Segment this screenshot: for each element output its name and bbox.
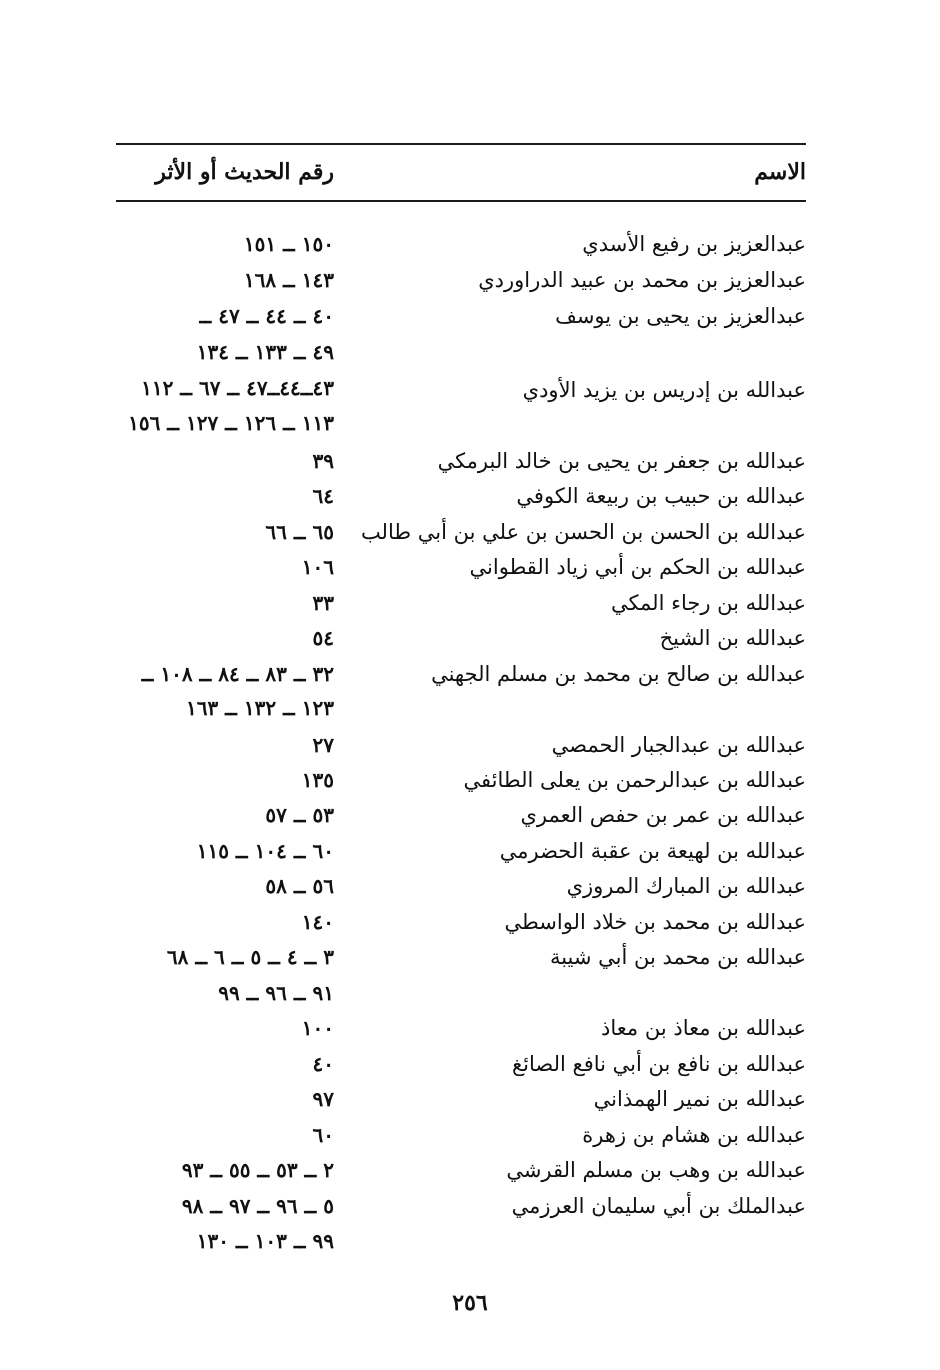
hadith-numbers: ٤٣ــ٤٤ــ٤٧ ــ ٦٧ ــ ١١٢ (141, 376, 334, 400)
narrator-name: عبدالعزيز بن محمد بن عبيد الدراوردي (478, 268, 806, 292)
index-row (0, 727, 940, 763)
index-row (0, 1152, 940, 1188)
index-row (0, 262, 940, 298)
hadith-numbers: ٢ ــ ٥٣ ــ ٥٥ ــ ٩٣ (181, 1158, 334, 1182)
narrator-name: عبدالله بن نافع بن أبي نافع الصائغ (511, 1052, 806, 1076)
narrator-name: عبدالله بن الحسن بن الحسن بن علي بن أبي طالب (360, 520, 806, 544)
index-row (0, 975, 940, 1011)
hadith-numbers: ٥٦ ــ ٥٨ (265, 874, 334, 898)
hadith-numbers: ١٠٠ (301, 1016, 334, 1040)
number-column-header: رقم الحديث أو الأثر (155, 159, 334, 185)
narrator-name: عبدالله بن حبيب بن ربيعة الكوفي (516, 484, 806, 508)
index-row (0, 514, 940, 550)
index-row (0, 1081, 940, 1117)
hadith-numbers: ١٢٣ ــ ١٣٢ ــ ١٦٣ (185, 696, 334, 720)
narrator-name: عبدالله بن عبدالرحمن بن يعلى الطائفي (463, 768, 806, 792)
narrator-name: عبدالعزيز بن رفيع الأسدي (582, 232, 806, 256)
narrator-name: عبدالعزيز بن يحيى بن يوسف (555, 304, 806, 328)
index-row (0, 797, 940, 833)
narrator-name: عبدالله بن هشام بن زهرة (582, 1123, 806, 1147)
hadith-numbers: ٩١ ــ ٩٦ ــ ٩٩ (218, 981, 334, 1005)
hadith-numbers: ٦٤ (312, 484, 334, 508)
index-row (0, 656, 940, 692)
hadith-numbers: ١٣٥ (301, 768, 334, 792)
hadith-numbers: ٣٢ ــ ٨٣ ــ ٨٤ ــ ١٠٨ ــ (141, 662, 334, 686)
hadith-numbers: ٦٥ ــ ٦٦ (265, 520, 334, 544)
narrator-name: عبدالله بن الحكم بن أبي زياد القطواني (469, 555, 806, 579)
index-row (0, 620, 940, 656)
index-row (0, 1046, 940, 1082)
index-row (0, 1010, 940, 1046)
index-row (0, 298, 940, 334)
narrator-name: عبدالله بن عبدالجبار الحمصي (551, 733, 806, 757)
hadith-numbers: ٩٧ (312, 1087, 334, 1111)
narrator-name: عبدالله بن وهب بن مسلم القرشي (506, 1158, 806, 1182)
name-column-header: الاسم (754, 159, 806, 185)
hadith-numbers: ٣٣ (312, 591, 334, 615)
hadith-numbers: ١٤٠ (301, 910, 334, 934)
header-top-rule (116, 143, 806, 145)
index-row (0, 1223, 940, 1259)
index-row (0, 549, 940, 585)
hadith-numbers: ٩٩ ــ ١٠٣ ــ ١٣٠ (196, 1229, 334, 1253)
index-row (0, 868, 940, 904)
narrator-name: عبدالله بن معاذ بن معاذ (601, 1016, 806, 1040)
hadith-numbers: ٣٩ (312, 449, 334, 473)
index-row (0, 405, 940, 441)
hadith-numbers: ٦٠ (312, 1123, 334, 1147)
hadith-numbers: ١٤٣ ــ ١٦٨ (243, 268, 334, 292)
narrator-name: عبدالله بن المبارك المروزي (566, 874, 806, 898)
index-row (0, 370, 940, 406)
index-row (0, 904, 940, 940)
narrator-name: عبدالله بن عمر بن حفص العمري (520, 803, 806, 827)
hadith-numbers: ٥ ــ ٩٦ ــ ٩٧ ــ ٩٨ (181, 1194, 334, 1218)
header-bottom-rule (116, 200, 806, 202)
page-number: ٢٥٦ (452, 1290, 488, 1316)
hadith-numbers: ١٠٦ (301, 555, 334, 579)
hadith-numbers: ٢٧ (312, 733, 334, 757)
index-row (0, 939, 940, 975)
index-row (0, 585, 940, 621)
narrator-name: عبدالله بن نمير الهمذاني (593, 1087, 806, 1111)
hadith-numbers: ٤٠ (312, 1052, 334, 1076)
hadith-numbers: ٣ ــ ٤ ــ ٥ ــ ٦ ــ ٦٨ (166, 945, 334, 969)
narrator-name: عبدالله بن محمد بن أبي شيبة (549, 945, 806, 969)
narrator-name: عبدالله بن رجاء المكي (610, 591, 806, 615)
hadith-numbers: ١١٣ ــ ١٢٦ ــ ١٢٧ ــ ١٥٦ (128, 411, 334, 435)
index-row (0, 690, 940, 726)
hadith-numbers: ٤٠ ــ ٤٤ ــ ٤٧ ــ (199, 304, 334, 328)
narrator-name: عبدالملك بن أبي سليمان العرزمي (511, 1194, 806, 1218)
hadith-numbers: ٥٣ ــ ٥٧ (265, 803, 334, 827)
index-row (0, 478, 940, 514)
hadith-numbers: ١٥٠ ــ ١٥١ (243, 232, 334, 256)
hadith-numbers: ٥٤ (312, 626, 334, 650)
index-row (0, 334, 940, 370)
narrator-name: عبدالله بن لهيعة بن عقبة الحضرمي (499, 839, 806, 863)
hadith-numbers: ٤٩ ــ ١٣٣ ــ ١٣٤ (196, 340, 334, 364)
narrator-name: عبدالله بن صالح بن محمد بن مسلم الجهني (431, 662, 806, 686)
narrator-name: عبدالله بن إدريس بن يزيد الأودي (522, 378, 806, 402)
index-row (0, 443, 940, 479)
narrator-name: عبدالله بن الشيخ (659, 626, 806, 650)
index-row (0, 1117, 940, 1153)
hadith-numbers: ٦٠ ــ ١٠٤ ــ ١١٥ (196, 839, 334, 863)
narrator-name: عبدالله بن محمد بن خلاد الواسطي (504, 910, 806, 934)
index-row (0, 833, 940, 869)
index-row (0, 762, 940, 798)
index-row (0, 1188, 940, 1224)
narrator-name: عبدالله بن جعفر بن يحيى بن خالد البرمكي (437, 449, 806, 473)
index-row (0, 226, 940, 262)
